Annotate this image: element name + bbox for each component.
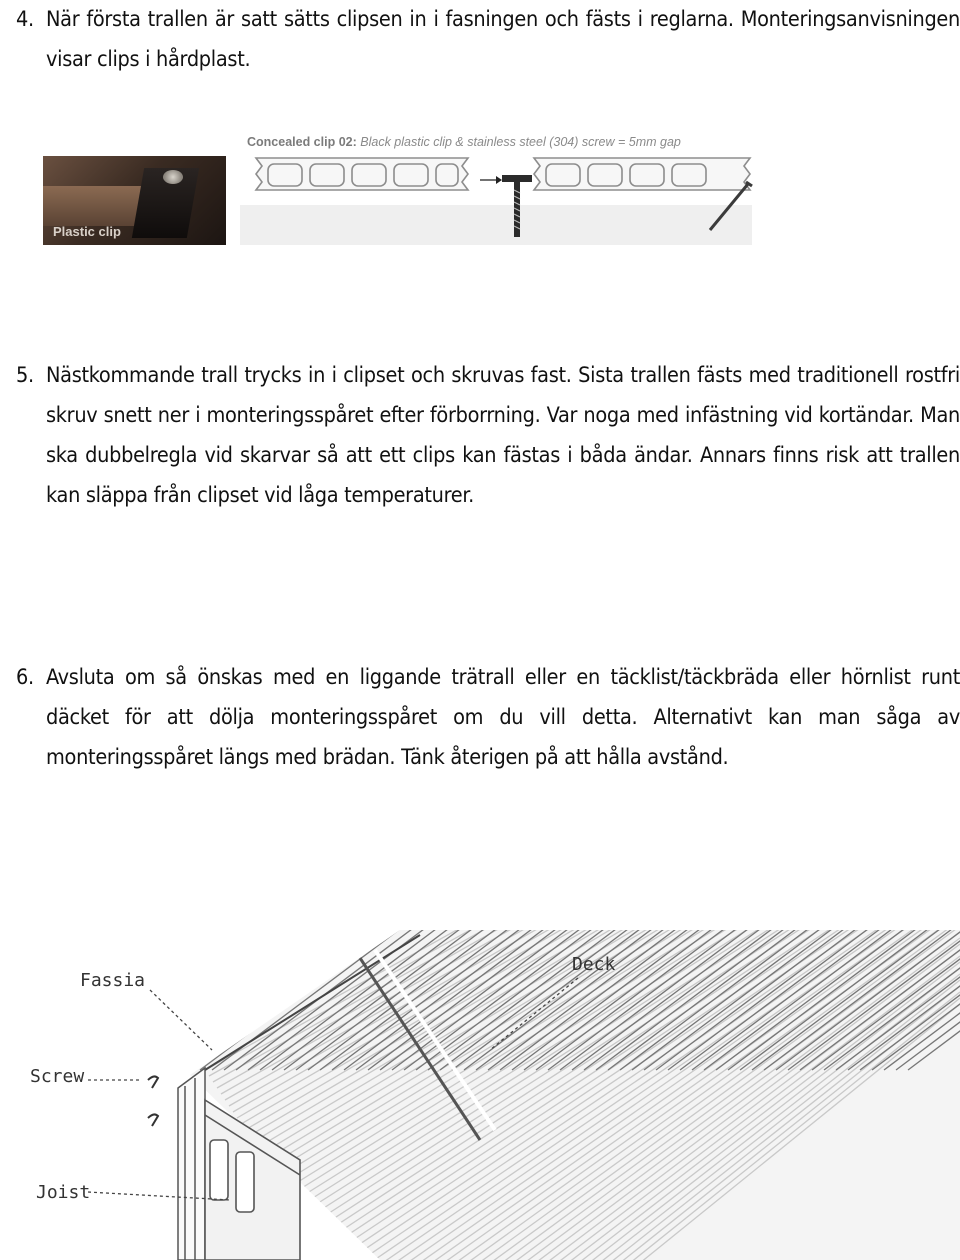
right-board [534, 158, 750, 190]
plastic-clip-photo [43, 156, 226, 245]
label-fassia: Fassia [80, 970, 146, 991]
step-4 [16, 0, 960, 80]
label-deck: Deck [572, 954, 616, 975]
step-text: Avsluta om så önskas med en liggande trätrall eller en täcklist/täckbräda eller hörnlist runt däcket för att dölja monteringsspåret om du vill detta. Alternativt kan man såga av monteringsspåret längs med brädan. Tänk återigen på att hålla avstånd. [46, 665, 960, 770]
step-number: 5. [16, 363, 34, 388]
step-6 [16, 658, 960, 778]
gap-arrow-head [496, 176, 502, 184]
step-number: 6. [16, 665, 34, 690]
photo-label: Plastic clip [53, 224, 121, 239]
fascia-screws [148, 1076, 158, 1126]
label-screw: Screw [30, 1066, 85, 1087]
clip-title-rest: Black plastic clip & stainless steel (304) screw = 5mm gap [360, 135, 681, 149]
left-board [256, 158, 468, 190]
deck-fascia-diagram [0, 900, 960, 1260]
label-joist: Joist [36, 1182, 91, 1203]
clip-title-bold: Concealed clip 02: [247, 135, 357, 149]
photo-screw-head [163, 170, 183, 184]
step-text: När första trallen är satt sätts clipsen in i fasningen och fästs i reglarna. Monteringsanvisningen visar clips i hårdplast. [46, 7, 960, 72]
photo-plank [43, 186, 143, 226]
clip-diagram-title [247, 135, 681, 149]
concealed-clip-diagram [240, 150, 755, 250]
joist-base [240, 205, 752, 245]
fascia-board [178, 1068, 205, 1260]
step-5 [16, 356, 960, 516]
step-text: Nästkommande trall trycks in i clipset och skruvas fast. Sista trallen fästs med traditionell rostfri skruv snett ner i monteringsspåret efter förborrning. Var noga med infästning vid kortändar. Man ska dubbelregla vid skarvar så att ett clips kan fästas i båda ändar. Annars finns risk att trallen kan släppa från clipset vid låga temperaturer. [46, 363, 960, 508]
step-number: 4. [16, 7, 34, 32]
